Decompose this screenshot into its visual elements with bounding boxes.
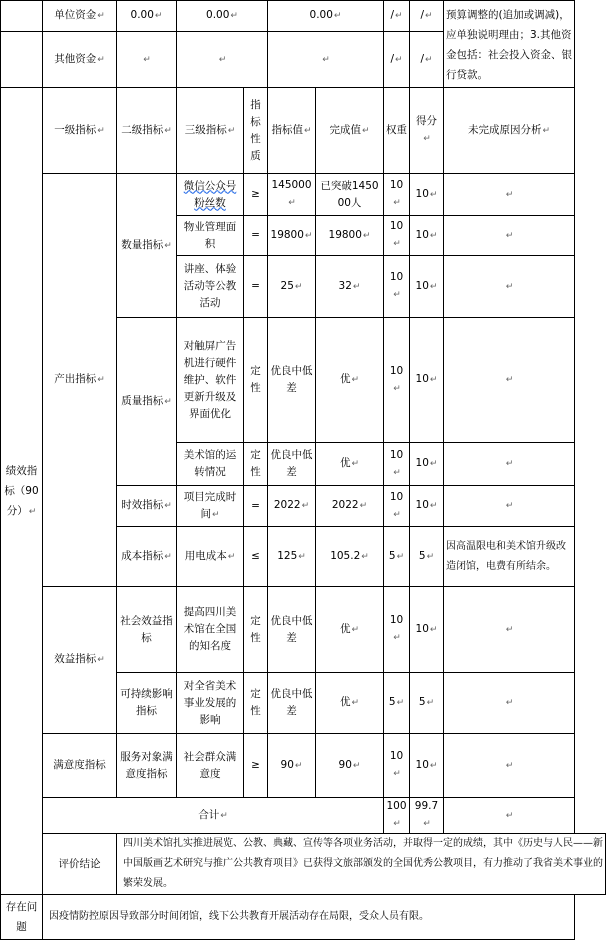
row2-target: 25↵ <box>268 256 316 318</box>
unit-funds-c6: /↵ <box>410 1 444 32</box>
row4-l3: 美术馆的运转情况 <box>177 443 244 486</box>
row6-weight: 5↵ <box>384 527 410 587</box>
sub-quantity: 数量指标↵ <box>117 174 177 318</box>
unit-funds-c1: 0.00↵ <box>117 1 177 32</box>
header-score: 得分↵ <box>410 88 444 174</box>
row7-l3: 提高四川美术馆在全国的知名度 <box>177 587 244 673</box>
funds-note: 预算调整的(追加或调减)，应单独说明理由；3.其他资金包括：社会投入资金、银行贷款。 <box>444 1 575 88</box>
row3-actual: 优↵ <box>316 318 384 443</box>
row3-score: 10↵ <box>410 318 444 443</box>
row0-target: 145000↵ <box>268 174 316 216</box>
row4-score: 10↵ <box>410 443 444 486</box>
row1-reason: ↵ <box>444 216 575 256</box>
row1-target: 19800↵ <box>268 216 316 256</box>
row2-nature: = <box>244 256 268 318</box>
row9-score: 10↵ <box>410 734 444 798</box>
row0-reason: ↵ <box>444 174 575 216</box>
row8-nature: 定性 <box>244 673 268 734</box>
row6-nature: ≤ <box>244 527 268 587</box>
row4-weight: 10↵ <box>384 443 410 486</box>
row8-actual: 优↵ <box>316 673 384 734</box>
row5-weight: 10↵ <box>384 486 410 527</box>
issues-text: 因疫情防控原因导致部分时间闭馆，线下公共教育开展活动存在局限，受众人员有限。 <box>43 895 575 940</box>
row4-reason: ↵ <box>444 443 575 486</box>
row4-target: 优良中低差 <box>268 443 316 486</box>
sub-social: 社会效益指标 <box>117 587 177 673</box>
row4-actual: 优↵ <box>316 443 384 486</box>
total-label: 合计↵ <box>43 798 384 834</box>
sub-sustain: 可持续影响指标 <box>117 673 177 734</box>
group-benefit: 效益指标↵ <box>43 587 117 734</box>
row5-target: 2022↵ <box>268 486 316 527</box>
sub-time: 时效指标↵ <box>117 486 177 527</box>
total-weight: 100↵ <box>384 798 410 834</box>
unit-funds-c5: /↵ <box>384 1 410 32</box>
header-actual: 完成值↵ <box>316 88 384 174</box>
row5-l3: 项目完成时间↵ <box>177 486 244 527</box>
conclusion-text: 四川美术馆扎实推进展览、公教、典藏、宣传等各项业务活动，并取得一定的成绩，其中《历史与人民——新中国版画艺术研究与推广公共教育项目》已获得文旅部颁发的全国优秀公教项目，有力推动了我省美术事业的繁荣发展。 <box>117 834 606 895</box>
row3-l3: 对触屏广告机进行硬件维护、软件更新升级及界面优化 <box>177 318 244 443</box>
group-satisfaction: 满意度指标 <box>43 734 117 798</box>
row1-l3: 物业管理面积 <box>177 216 244 256</box>
row0-l3: 微信公众号粉丝数 <box>177 174 244 216</box>
group-output: 产出指标↵ <box>43 174 117 587</box>
row2-actual: 32↵ <box>316 256 384 318</box>
row0-score: 10↵ <box>410 174 444 216</box>
row8-reason: ↵ <box>444 673 575 734</box>
header-target: 指标值↵ <box>268 88 316 174</box>
sub-quality: 质量指标↵ <box>117 318 177 486</box>
row9-target: 90↵ <box>268 734 316 798</box>
row9-reason: ↵ <box>444 734 575 798</box>
row6-score: 5↵ <box>410 527 444 587</box>
header-l3: 三级指标↵ <box>177 88 244 174</box>
row0-weight: 10↵ <box>384 174 410 216</box>
row8-target: 优良中低差 <box>268 673 316 734</box>
row8-weight: 5↵ <box>384 673 410 734</box>
row1-score: 10↵ <box>410 216 444 256</box>
unit-funds-c2: 0.00↵ <box>177 1 268 32</box>
row9-nature: ≥ <box>244 734 268 798</box>
perf-label: 绩效指标（90分）↵ <box>1 88 43 895</box>
header-nature: 指标性质 <box>244 88 268 174</box>
header-weight: 权重 <box>384 88 410 174</box>
row2-weight: 10↵ <box>384 256 410 318</box>
row5-score: 10↵ <box>410 486 444 527</box>
row2-reason: ↵ <box>444 256 575 318</box>
row9-weight: 10↵ <box>384 734 410 798</box>
header-l1: 一级指标↵ <box>43 88 117 174</box>
row6-reason: 因高温限电和美术馆升级改造闭馆，电费有所结余。 <box>444 527 575 587</box>
performance-table: 单位资金↵ 0.00↵ 0.00↵ 0.00↵ /↵ /↵ 预算调整的(追加或调减)，应单独说明理由；3.其他资金包括：社会投入资金、银行贷款。 其他资金↵ ↵ ↵ ↵ /↵ /↵ 绩效指标（90分）↵ 一级指标↵ 二级指标↵ 三级指标↵ 指标性质 指标值↵ 完成值↵ 权重 得分↵ 未完成原因分析↵ 产出指标↵ 数量指标↵ 微信公众号粉丝数 ≥ 145000↵ 已突破145000人 10↵ 10↵ ↵ 物业管理面积 = 19800↵ 19800↵ 10↵ 10↵ ↵ 讲座、体验活动等公教活动 = 25↵ 32↵ 10↵ 10↵ ↵ 质量指标↵ 对触屏广告机进行硬件维护、软件更新升级及界面优化 定性 优良中低差 优↵ 10↵ 10↵ ↵ 美术馆的运转情况 定性 优良中低差 优↵ 10↵ 10↵ ↵ 时效指标↵ 项目完成时间↵ = 2022↵ 2022↵ 10↵ 10↵ ↵ 成本指标↵ 用电成本↵ ≤ 125↵ 105.2↵ 5↵ 5↵ 因高温限电和美术馆升级改造闭馆，电费有所结余。 效益指标↵ 社会效益指标 提高四川美术馆在全国的知名度 定性 优良中低差 优↵ 10↵ 10↵ ↵ 可持续影响指标 对全省美术事业发展的影响 定性 优良中低差 优↵ 5↵ 5↵ ↵ 满意度指标 服务对象满意度指标 社会群众满意度 ≥ 90↵ 90↵ 10↵ 10↵ ↵ 合计↵ 100↵ 99.7↵ ↵ 评价结论 四川美术馆扎实推进展览、公教、典藏、宣传等各项业务活动，并取得一定的成绩，其中《历史与人民——新中国版画艺术研究与推广公共教育项目》已获得文旅部颁发的全国优秀公教项目，有力推动了我省美术事业的繁荣发展。 存在问题 因疫情防控原因导致部分时间闭馆，线下公共教育开展活动存在局限，受众人员有限。 <box>0 0 606 940</box>
row1-actual: 19800↵ <box>316 216 384 256</box>
row6-l3: 用电成本↵ <box>177 527 244 587</box>
row8-l3: 对全省美术事业发展的影响 <box>177 673 244 734</box>
row1-nature: = <box>244 216 268 256</box>
row4-nature: 定性 <box>244 443 268 486</box>
row3-nature: 定性 <box>244 318 268 443</box>
header-l2: 二级指标↵ <box>117 88 177 174</box>
row3-target: 优良中低差 <box>268 318 316 443</box>
row1-weight: 10↵ <box>384 216 410 256</box>
total-score: 99.7↵ <box>410 798 444 834</box>
row7-weight: 10↵ <box>384 587 410 673</box>
row7-target: 优良中低差 <box>268 587 316 673</box>
row6-actual: 105.2↵ <box>316 527 384 587</box>
sub-service: 服务对象满意度指标 <box>117 734 177 798</box>
row5-actual: 2022↵ <box>316 486 384 527</box>
row7-nature: 定性 <box>244 587 268 673</box>
other-funds-label: 其他资金↵ <box>43 32 117 88</box>
issues-label: 存在问题 <box>1 895 43 940</box>
row3-reason: ↵ <box>444 318 575 443</box>
unit-funds-label: 单位资金↵ <box>43 1 117 32</box>
row2-score: 10↵ <box>410 256 444 318</box>
row9-actual: 90↵ <box>316 734 384 798</box>
sub-cost: 成本指标↵ <box>117 527 177 587</box>
unit-funds-c3: 0.00↵ <box>268 1 384 32</box>
row2-l3: 讲座、体验活动等公教活动 <box>177 256 244 318</box>
conclusion-label: 评价结论 <box>43 834 117 895</box>
row5-reason: ↵ <box>444 486 575 527</box>
row6-target: 125↵ <box>268 527 316 587</box>
row3-weight: 10↵ <box>384 318 410 443</box>
row0-nature: ≥ <box>244 174 268 216</box>
row5-nature: = <box>244 486 268 527</box>
row8-score: 5↵ <box>410 673 444 734</box>
other-funds-c5: /↵ <box>384 32 410 88</box>
row7-reason: ↵ <box>444 587 575 673</box>
other-funds-c6: /↵ <box>410 32 444 88</box>
row7-score: 10↵ <box>410 587 444 673</box>
row9-l3: 社会群众满意度 <box>177 734 244 798</box>
row0-actual: 已突破145000人 <box>316 174 384 216</box>
row7-actual: 优↵ <box>316 587 384 673</box>
header-reason: 未完成原因分析↵ <box>444 88 575 174</box>
